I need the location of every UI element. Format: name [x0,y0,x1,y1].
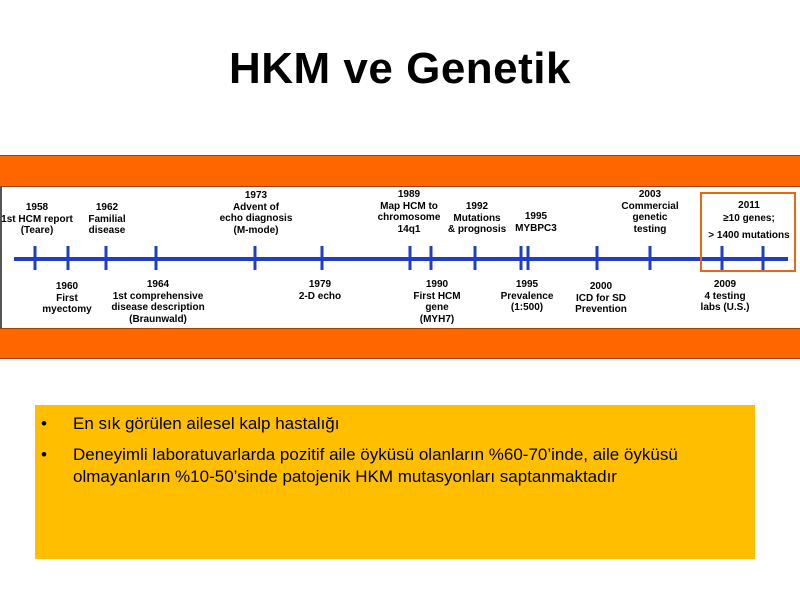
event-1995-top [508,211,564,234]
event-text: Familial [88,213,126,225]
event-text: Advent of [232,201,280,213]
event-text: > 1400 mutations [708,230,790,241]
event-text: disease [88,225,126,236]
event-text: & prognosis [447,224,507,235]
event-year: 1990 [425,279,449,290]
event-text: ICD for SD [576,292,626,304]
event-year: 1995 [515,279,539,290]
event-year: 1962 [95,202,119,213]
event-text: First HCM [413,290,461,302]
event-text: Commercial [621,200,679,212]
event-year: 1979 [308,279,332,290]
event-text: myectomy [42,304,92,315]
event-1958 [0,202,74,237]
event-year: 2003 [638,189,662,200]
event-year: 1958 [25,202,49,213]
bullet-item: • Deneyimli laboratuvarlarda pozitif aile öyküsü olanların %60-70’inde, aile öyküsü olmayanların %10-50’sinde patojenik HKM mutasyonları saptanmaktadır [35,444,735,488]
event-text: labs (U.S.) [700,302,750,313]
event-text: Prevalence [500,290,554,302]
event-text: Prevention [575,304,627,315]
event-text: chromosome [377,212,441,223]
slide-title: HKM ve Genetik [229,44,571,93]
event-year: 1995 [524,211,548,222]
event-1973 [212,190,300,236]
bullet-box [35,405,755,559]
event-text: MYBPC3 [515,222,557,234]
event-1962 [78,202,136,237]
event-1964 [104,279,212,325]
event-text: 14q1 [397,223,421,235]
event-year: 1989 [397,189,421,200]
event-2011 [702,199,796,242]
event-year: 1992 [465,201,489,212]
event-1990 [404,279,470,325]
event-text: Map HCM to [380,200,438,212]
event-2003 [614,189,686,235]
event-1995-bottom [494,279,560,314]
event-1960 [36,281,98,316]
event-text: testing [633,223,667,235]
event-text: First [56,292,78,304]
event-text: (Braunwald) [129,313,187,325]
event-text: (MYH7) [419,313,455,325]
event-text: 1st HCM report [1,213,73,225]
event-text: gene [425,302,449,313]
event-text: 2-D echo [298,290,342,302]
event-2009 [690,279,760,314]
event-text: (M-mode) [233,224,279,236]
event-year: 1964 [146,279,170,290]
event-1979 [288,279,352,302]
event-year: 1973 [244,190,268,201]
bullet-item: • En sık görülen ailesel kalp hastalığı [35,413,735,435]
event-text: genetic [632,212,668,223]
event-year: 1960 [55,281,79,292]
event-text: (Teare) [20,225,54,236]
event-text: 4 testing [704,290,746,302]
event-text: (1:500) [510,302,544,313]
event-text: 1st comprehensive [112,290,204,302]
event-year: 2011 [738,200,760,211]
event-year: 2000 [589,281,613,292]
event-year: 2009 [713,279,737,290]
event-text: disease description [111,302,205,313]
bullet-list [35,413,735,488]
event-text: ≥10 genes; [723,213,775,224]
event-2000 [566,281,636,316]
event-1992 [444,201,510,236]
event-text: Mutations [453,212,501,224]
event-text: echo diagnosis [219,213,293,224]
event-1989 [374,189,444,235]
